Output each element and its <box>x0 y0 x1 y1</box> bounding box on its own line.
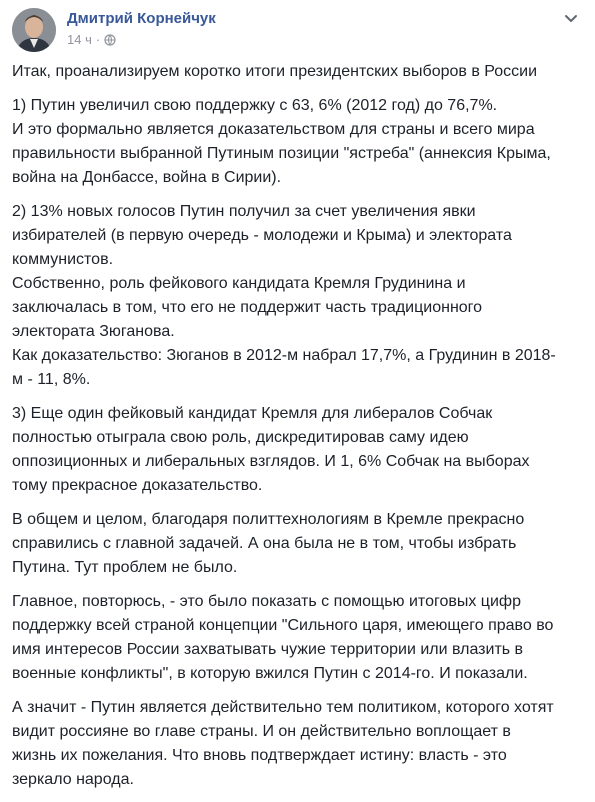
post-paragraph <box>12 590 587 686</box>
post-paragraph <box>12 402 587 498</box>
post-text-line: Собственно, роль фейкового кандидата Кремля Грудинина и <box>12 275 466 292</box>
post-text-line: И это формально является доказательством для страны и всего мира <box>12 121 535 138</box>
post-text-line: м - 11, 8%. <box>12 371 91 388</box>
post-text <box>12 60 587 802</box>
post-paragraph <box>12 508 587 580</box>
post-text-line: коммунистов. <box>12 251 114 268</box>
post-paragraph <box>12 60 587 84</box>
post-text-line: военные конфликты", в которую вжился Путин с 2014-го. И показали. <box>12 665 528 682</box>
post-text-line: полностью отыграла свою роль, дискредитировав саму идею <box>12 429 469 446</box>
post-text-line: Как доказательство: Зюганов в 2012-м набрал 17,7%, а Грудинин в 2018- <box>12 347 556 364</box>
post-text-line: Итак, проанализируем коротко итоги президентских выборов в России <box>12 63 538 80</box>
post-text-line: зеркало народа. <box>12 771 134 788</box>
post-text-line: В общем и целом, благодаря политтехнологиям в Кремле прекрасно <box>12 511 525 528</box>
author-name[interactable]: Дмитрий Корнейчук <box>67 10 216 27</box>
post-text-line: электората Зюганова. <box>12 323 175 340</box>
post-text-line: жизнь их пожелания. Что вновь подтверждает истину: власть - это <box>12 747 507 764</box>
post-text-line: оппозиционных и либеральных взглядов. И 1, 6% Собчак на выборах <box>12 453 530 470</box>
post-paragraph <box>12 200 587 392</box>
avatar-photo <box>12 8 56 52</box>
post-text-line: правильности выбранной Путиным позиции "ястреба" (аннексия Крыма, <box>12 145 551 162</box>
post-text-line: 2) 13% новых голосов Путин получил за счет увеличения явки <box>12 203 476 220</box>
post-header <box>12 8 583 54</box>
post-text-line: тому прекрасное доказательство. <box>12 477 263 494</box>
post-timestamp[interactable]: 14 ч <box>67 32 92 47</box>
post-text-line: Путина. Тут проблем не было. <box>12 559 238 576</box>
post-meta <box>67 32 116 47</box>
post-text-line: 1) Путин увеличил свою поддержку с 63, 6% (2012 год) до 76,7%. <box>12 97 498 114</box>
post-text-line: поддержку всей страной концепции "Сильного царя, имеющего право во <box>12 617 554 634</box>
post-paragraph <box>12 696 587 792</box>
meta-separator: · <box>95 32 101 47</box>
post-text-line: имя интересов России захватывать чужие территории или влазить в <box>12 641 524 658</box>
post-text-line: заключалась в том, что его не поддержит часть традиционного <box>12 299 483 316</box>
post-paragraph <box>12 94 587 190</box>
post-text-line: А значит - Путин является действительно тем политиком, которого хотят <box>12 699 554 716</box>
post-text-line: справились с главной задачей. А она была не в том, чтобы избрать <box>12 535 517 552</box>
avatar[interactable] <box>12 8 56 52</box>
globe-icon[interactable] <box>104 34 116 46</box>
post-text-line: 3) Еще один фейковый кандидат Кремля для либералов Собчак <box>12 405 493 422</box>
post-text-line: избирателей (в первую очередь - молодежи и Крыма) и электората <box>12 227 512 244</box>
chevron-down-icon[interactable] <box>563 10 579 26</box>
post-text-line: видит россияне во главе страны. И он действительно воплощает в <box>12 723 511 740</box>
post-text-line: Главное, повторюсь, - это было показать с помощью итоговых цифр <box>12 593 521 610</box>
post-text-line: война на Донбассе, война в Сирии). <box>12 169 282 186</box>
